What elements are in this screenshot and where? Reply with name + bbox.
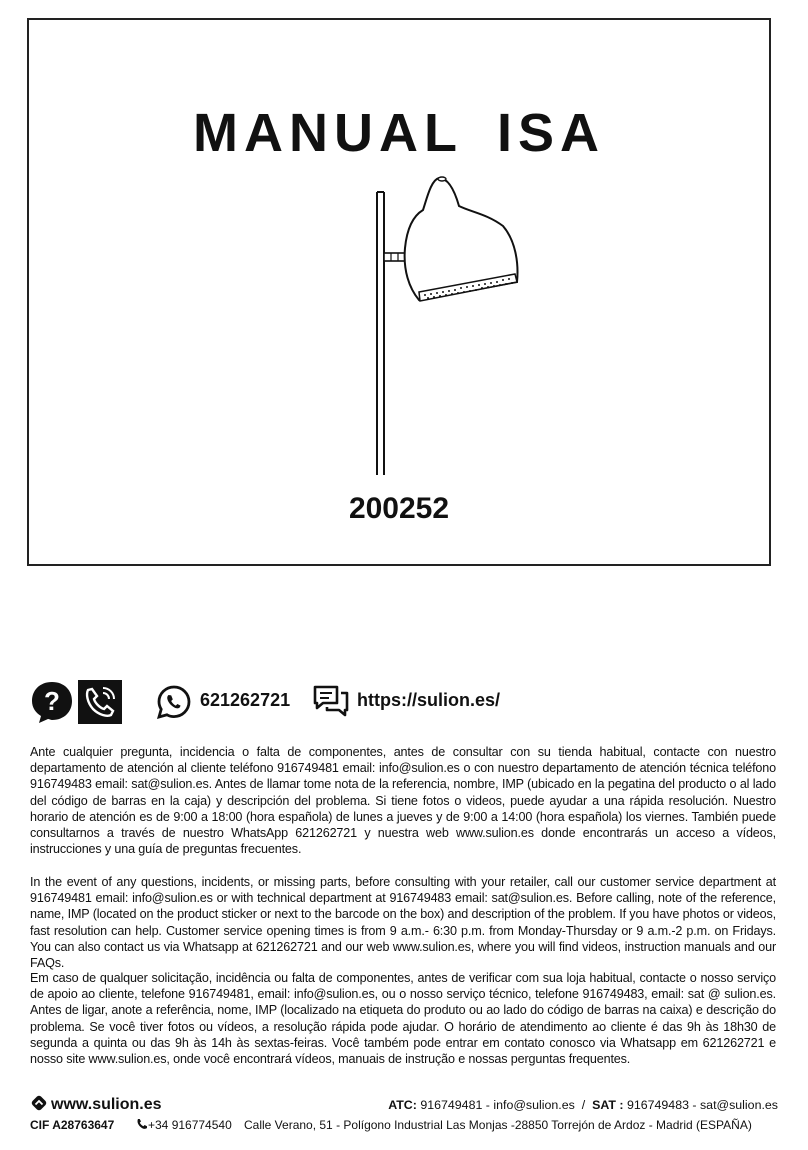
phone-call-icon [78,680,122,724]
footer-phone[interactable] [136,1118,232,1132]
footer-contact-row [30,1094,778,1114]
paragraph-english: In the event of any questions, incidents, or missing parts, before consulting with your retailer, call our customer service department at 916749481 email: info@sulion.es or with technical department at 916749483 email: sat@sulion.es. Before calling, note of the reference, name, IMP (located on the product sticker or next to the barcode on the box) and description of the problem. If you have photos or videos, fast resolution can help. Customer service opening times is from 9 a.m.- 6:30 p.m. from Monday-Thursday or 9 a.m.-2 p.m. on Fridays. You can also contact us via Whatsapp at 621262721 and our web www.sulion.es, where you will find videos, instruction manuals and our FAQs. [30,875,776,971]
paragraph-spanish: Ante cualquier pregunta, incidencia o falta de componentes, antes de consultar con su tienda habitual, contacte con nuestro departamento de atención al cliente teléfono 916749481 email: info@sulion.es o con nuestro departamento de atención técnica teléfono 916749483 email: sat@sulion.es. Antes de llamar tome nota de la referencia, nombre, IMP (ubicado en la pegatina del producto o al lado del código de barras en la caja) y descripción del problema. Si tiene fotos o videos, puede ayudar a una rápida resolución. Nuestro horario de atención es de 9:00 a 18:00 (hora española) de lunes a jueves y de 9:00 a 14:00 (hora española) los viernes. También puede consultarnos a través de nuestro WhatsApp 621262721 y nuestra web www.sulion.es donde encontrarás un acceso a vídeos, instrucciones y una guía de preguntas frecuentes. [30,745,776,857]
footer-phone-text: +34 916774540 [148,1118,232,1132]
company-address: Calle Verano, 51 - Polígono Industrial Las Monjas -28850 Torrejón de Ardoz - Madrid (ESPAÑA) [244,1118,752,1132]
sat-value[interactable]: 916749483 - sat@sulion.es [626,1098,778,1112]
floor-lamp-drawing [347,170,537,480]
sat-label: SAT : [592,1098,624,1112]
sulion-logo-icon [30,1094,48,1112]
footer-separator: / [581,1098,586,1112]
footer-company-row [30,1116,782,1136]
manual-title: MANUAL ISA [192,103,605,163]
product-code: 200252 [348,492,450,525]
website-link[interactable]: https://sulion.es/ [357,690,501,710]
paragraph-portuguese: Em caso de qualquer solicitação, incidência ou falta de componentes, antes de verificar com sua loja habitual, contacte o nosso serviço de apoio ao cliente, telefone 916749481, email: info@sulion.es, ou o nosso serviço técnico, telefone 916749483, email: sat @ sulion.es. Antes de ligar, anote a referência, nome, IMP (localizado na etiqueta do produto ou ao lado do código de barras na caixa) e descrição do problema. Se você tiver fotos ou vídeos, a resolução rápida pode ajudar. O horário de atendimento ao cliente é das 9h às 18h30 de segunda a quinta ou das 9h às 14h às sextas-feiras. Você também pode entrar em contato conosco via Whatsapp em 621262721 e nosso site www.sulion.es, onde você encontrará vídeos, manuais de instrução e nossas perguntas frequentes. [30,971,776,1067]
atc-label: ATC: [388,1098,417,1112]
phone-icon [136,1118,148,1130]
svg-text:?: ? [44,686,60,716]
atc-value[interactable]: 916749481 - info@sulion.es [420,1098,575,1112]
footer-web-text: www.sulion.es [51,1096,162,1113]
footer-support [388,1098,778,1112]
whatsapp-icon [156,684,192,720]
help-question-icon [30,680,74,724]
company-cif: CIF A28763647 [30,1118,115,1132]
contact-icons-row [30,680,780,724]
whatsapp-number[interactable]: 621262721 [200,690,291,710]
chat-bubbles-icon [312,684,350,718]
cover-frame [27,18,771,566]
footer-web[interactable] [30,1094,162,1114]
